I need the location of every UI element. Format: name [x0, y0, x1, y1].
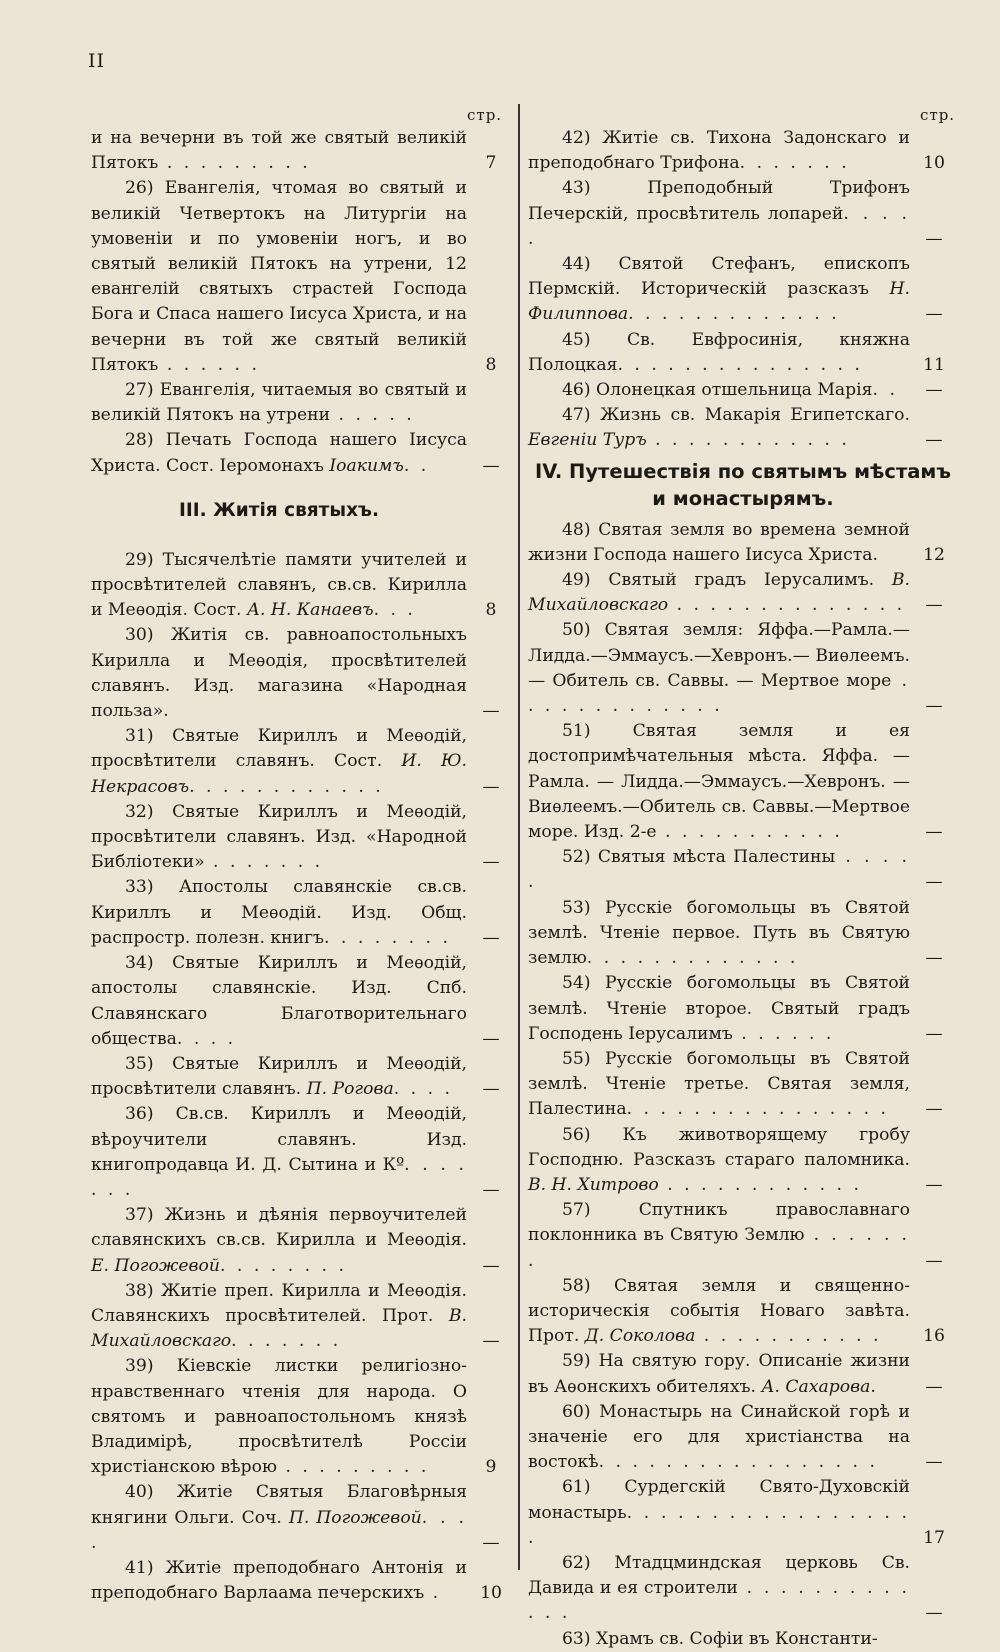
entry-page-number: 12: [923, 544, 945, 565]
entry-title: и на вечерни въ той же святый великій Пятокъ: [91, 128, 467, 174]
entry-title: 29) Тысячелѣтіе памяти учителей и просвѣтителей славянъ, св.св. Кирилла и Меѳодія. Сост.: [91, 549, 467, 621]
entry-page-number: 17: [923, 1527, 945, 1548]
index-entry: [91, 875, 515, 951]
index-entry: [528, 403, 958, 453]
entry-title: 47) Жизнь св. Макарія Египетскаго.: [562, 405, 910, 426]
entry-page-number: —: [925, 380, 943, 401]
entry-page-number: 10: [923, 153, 945, 174]
index-entry: [91, 1480, 515, 1556]
entry-author: Е. Погожевой: [91, 1255, 220, 1276]
entry-author: П. Погожевой: [288, 1507, 422, 1528]
entry-author: А. Н. Канаевъ: [246, 600, 374, 621]
dot-leader: .: [424, 1583, 442, 1604]
entry-page-number: —: [482, 1179, 500, 1200]
entry-page-number: —: [925, 228, 943, 249]
entry-title: 54) Русскіе богомольцы въ Святой землѣ. Чтеніе второе. Святый градъ Господень Іерусалимъ: [528, 973, 910, 1044]
entry-page-number: —: [925, 1452, 943, 1473]
entry-title: 53) Русскіе богомольцы въ Святой землѣ. Чтеніе первое. Путь въ Святую землю: [528, 897, 910, 969]
section-title: III. Житія святыхъ.: [179, 499, 379, 521]
entry-title: 51) Святая земля и ея достопримѣчательныя мѣста. Яффа. — Рамла. — Лидда.—Эммаусъ.—Хевронъ. — Виѳлеемъ.—Обитель св. Саввы.—Мертвое море. Изд. 2-е: [528, 721, 910, 843]
dot-leader: . . . . . . . . . . . . .: [528, 670, 910, 717]
entry-author: В. Н. Хитрово: [528, 1174, 659, 1195]
dot-leader: . . . . . . . . . . . . . . . .: [626, 1099, 889, 1120]
entry-title: 42) Житіе св. Тихона Задонскаго и преподобнаго Трифона: [528, 128, 910, 174]
entry-title: 31) Святые Кириллъ и Меѳодій, просвѣтители славянъ. Сост.: [91, 726, 467, 772]
entry-title: 63) Храмъ св. Софіи въ Константи-: [562, 1628, 878, 1649]
entry-page-number: 7: [485, 153, 497, 174]
entry-title: 56) Къ животворящему гробу Господню. Разсказъ стараго паломника.: [528, 1124, 910, 1170]
index-entry: [528, 896, 958, 972]
entry-title: 33) Апостолы славянскіе св.св. Кириллъ и Меѳодій. Изд. Общ. распростр. полезн. книгъ: [91, 877, 467, 948]
dot-leader: . . . . . . . . . . . . . . . . . .: [528, 1502, 910, 1548]
dot-leader: . . . . .: [528, 203, 910, 249]
entry-author: П. Рогова: [306, 1079, 394, 1100]
dot-leader: . . . . . . .: [528, 1225, 910, 1271]
index-entry: [528, 1627, 958, 1652]
entry-title: 50) Святая земля: Яффа.—Рамла.—Лидда.—Эммаусъ.—Хевронъ.— Виѳлеемъ. — Обитель св. Саввы. — Мертвое море: [528, 620, 910, 691]
entry-page-number: —: [925, 1603, 943, 1624]
index-entry: [528, 378, 958, 403]
entry-title: 41) Житіе преподобнаго Антонія и преподобнаго Варлаама печерскихъ: [91, 1557, 467, 1604]
left-entries-before: [91, 126, 515, 479]
right-column-body: [528, 126, 958, 1652]
dot-leader: .: [870, 1376, 879, 1397]
entry-title: 61) Сурдегскій Свято-Духовскій монастырь: [528, 1477, 910, 1523]
dot-leader: . . . . . . . . . . . . . . .: [617, 354, 863, 375]
dot-leader: . . . . . . . . . . .: [695, 1326, 882, 1347]
index-entry: [91, 1354, 515, 1480]
index-entry: [91, 548, 515, 624]
entry-page-number: —: [925, 1250, 943, 1271]
dot-leader: . . . . . .: [158, 354, 260, 375]
page-number: II: [88, 50, 106, 72]
entry-page-number: —: [925, 430, 943, 451]
entry-title: 39) Кіевскіе листки религіозно-нравственнаго чтенія для народа. О святомъ и равноапостольномъ князѣ Владимірѣ, просвѣтителѣ Россіи христіанскою вѣрою: [91, 1356, 467, 1478]
entry-author: И. Ю. Некрасовъ: [91, 751, 467, 797]
entry-title: 59) На святую гору. Описаніе жизни въ Аѳонскихъ обителяхъ.: [528, 1351, 910, 1397]
entry-page-number: —: [925, 872, 943, 893]
right-entries-after: [528, 518, 958, 1652]
index-entry: [528, 719, 958, 845]
entry-title: 26) Евангелія, чтомая во святый и великій Четвертокъ на Литургіи на умовеніи и по умовеніи ногъ, и во святый великій Пятокъ на утрени, 12 евангелій святыхъ страстей Господа Бога и Спаса нашего Іисуса Христа, и на вечерни въ той же святый великій Пятокъ: [91, 178, 467, 375]
index-entry: [91, 623, 515, 724]
entry-page-number: 11: [923, 354, 945, 375]
entry-page-number: —: [482, 455, 500, 476]
entry-page-number: —: [482, 776, 500, 797]
dot-leader: . . . . .: [528, 847, 910, 893]
entry-page-number: 8: [485, 600, 497, 621]
entry-author: В. Михайловскаго: [528, 570, 910, 616]
entry-page-number: 16: [923, 1326, 945, 1347]
index-entry: [528, 1198, 958, 1274]
index-entry: [528, 568, 958, 618]
entry-author: Евгеніи Туръ: [528, 430, 647, 451]
left-column-body: [91, 126, 515, 1606]
entry-page-number: —: [482, 1331, 500, 1352]
entry-page-number: —: [925, 595, 943, 616]
right-entries-before: [528, 126, 958, 454]
index-entry: [528, 971, 958, 1047]
entry-page-number: —: [925, 948, 943, 969]
dot-leader: . . . .: [91, 1507, 467, 1553]
dot-leader: . . . . . . . . . . . . .: [586, 948, 799, 969]
dot-leader: . . . . . . . . . . .: [656, 822, 843, 843]
index-entry: [91, 1102, 515, 1203]
entry-page-number: 10: [480, 1583, 502, 1604]
dot-leader: . . . . . . . . .: [158, 153, 311, 174]
entry-title: 45) Св. Евфросинія, княжна Полоцкая: [528, 329, 910, 375]
entry-page-number: —: [482, 1532, 500, 1553]
section-title: IV. Путешествія по святымъ мѣстамъ и монастырямъ.: [534, 459, 951, 510]
index-entry: [91, 1203, 515, 1279]
entry-page-number: —: [482, 927, 500, 948]
index-entry: [91, 1052, 515, 1102]
entry-title: 55) Русскіе богомольцы въ Святой землѣ. Чтеніе третье. Святая земля, Палестина: [528, 1048, 910, 1120]
dot-leader: . . . . . . .: [231, 1331, 342, 1352]
entry-page-number: —: [925, 1174, 943, 1195]
index-entry: [528, 126, 958, 176]
dot-leader: . . . . . . . . . . . . .: [628, 304, 840, 325]
entry-title: 32) Святые Кириллъ и Меѳодій, просвѣтители славянъ. Изд. «Народной Библіотеки»: [91, 801, 467, 873]
entry-page-number: —: [925, 696, 943, 717]
entry-page-number: —: [925, 1023, 943, 1044]
entry-title: 38) Житіе преп. Кирилла и Меѳодія. Славянскихъ просвѣтителей. Прот.: [91, 1280, 467, 1326]
dot-leader: . . . . . .: [732, 1023, 835, 1044]
index-entry: [91, 951, 515, 1052]
index-entry: [528, 1551, 958, 1627]
dot-leader: . . . . . . . . . . . .: [658, 1174, 862, 1195]
dot-leader: . . . . . . .: [739, 153, 850, 174]
left-entries-after: [91, 548, 515, 1607]
entry-title: 62) Мтадцминдская церковь Св. Давида и ея строители: [528, 1552, 910, 1599]
entry-page-number: —: [925, 822, 943, 843]
index-entry: [91, 1279, 515, 1355]
entry-page-number: —: [482, 852, 500, 873]
entry-page-number: —: [482, 1079, 500, 1100]
entry-title: 49) Святый градъ Іерусалимъ.: [562, 570, 892, 591]
entry-title: 60) Монастырь на Синайской горѣ и значеніе его для христіанства на востокѣ: [528, 1401, 910, 1473]
index-entry: [528, 1123, 958, 1199]
index-entry: [91, 724, 515, 800]
dot-leader: . . . . . . . . . . . .: [189, 776, 384, 797]
index-entry: [528, 252, 958, 328]
dot-leader: . . . . . . . . . . . .: [646, 430, 850, 451]
index-entry: [91, 428, 515, 478]
entry-title: 28) Печать Господа нашего Іисуса Христа. Сост. Іеромонахъ: [91, 430, 467, 476]
dot-leader: .: [163, 701, 172, 722]
entry-author: Д. Соколова: [584, 1326, 696, 1347]
index-entry: [91, 800, 515, 876]
entry-title: 37) Жизнь и дѣянія первоучителей славянскихъ св.св. Кирилла и Меѳодія.: [91, 1205, 467, 1251]
index-entry: [528, 845, 958, 895]
index-entry: [528, 328, 958, 378]
dot-leader: . . . . . . .: [91, 1154, 467, 1200]
index-entry: [528, 1349, 958, 1399]
entry-title: 58) Святая земля и священно-историческія событія Новаго завѣта. Прот.: [528, 1275, 910, 1347]
dot-leader: . . . .: [176, 1028, 237, 1049]
dot-leader: . . . . .: [330, 405, 415, 426]
entry-page-number: —: [925, 304, 943, 325]
dot-leader: . . . .: [393, 1079, 453, 1100]
entry-author: В. Михайловскаго: [91, 1305, 467, 1352]
dot-leader: . . . . . . . . . . . . .: [528, 1578, 910, 1624]
page-column-label: стр.: [920, 106, 956, 124]
index-entry: [91, 176, 515, 378]
entry-title: 44) Святой Стефанъ, епископъ Пермскій. Историческій разсказъ: [528, 254, 910, 300]
entry-title: 40) Житіе Святыя Благовѣрныя княгини Ольги. Соч.: [91, 1482, 467, 1528]
entry-title: 36) Св.св. Кириллъ и Меѳодій, вѣроучители славянъ. Изд. книгопродавца И. Д. Сытина и Кº: [91, 1104, 467, 1175]
entry-author: А. Сахарова: [761, 1376, 871, 1397]
dot-leader: . .: [403, 455, 430, 476]
entry-page-number: —: [482, 1255, 500, 1276]
entry-author: Н. Филиппова: [528, 279, 910, 325]
entry-title: 35) Святые Кириллъ и Меѳодій, просвѣтители славянъ.: [91, 1053, 467, 1100]
dot-leader: . . . . . . . . . . . . . . . . .: [598, 1452, 878, 1473]
entry-title: 30) Житія св. равноапостольныхъ Кирилла и Меѳодія, просвѣтителей славянъ. Изд. магазина «Народная польза»: [91, 625, 467, 722]
dot-leader: . . . . . . .: [204, 852, 324, 873]
entry-title: 43) Преподобный Трифонъ Печерскій, просвѣтитель лопарей: [528, 178, 910, 224]
index-entry: [528, 1400, 958, 1476]
index-entry: [528, 518, 958, 568]
entry-title: 52) Святыя мѣста Палестины: [562, 847, 836, 868]
dot-leader: . .: [872, 380, 898, 401]
index-entry: [528, 1047, 958, 1123]
dot-leader: . . . . . . . .: [324, 927, 451, 948]
dot-leader: . . .: [373, 600, 416, 621]
index-entry: [91, 1556, 515, 1606]
index-entry: [91, 378, 515, 428]
dot-leader: . . . . . . . . .: [276, 1457, 430, 1478]
entry-page-number: —: [925, 1099, 943, 1120]
entry-title: 34) Святые Кириллъ и Меѳодій, апостолы славянскіе. Изд. Спб. Славянскаго Благотворительнаго общества: [91, 953, 467, 1049]
entry-page-number: —: [482, 1028, 500, 1049]
column-divider: [518, 104, 520, 1570]
dot-leader: . . . . . . . . . . . . . .: [668, 595, 906, 616]
entry-title: 27) Евангелія, читаемыя во святый и великій Пятокъ на утрени: [91, 380, 467, 426]
entry-title: 48) Святая земля во времена земной жизни Господа нашего Іисуса Христа.: [528, 519, 910, 565]
entry-page-number: —: [482, 701, 500, 722]
index-entry: [91, 126, 515, 176]
index-entry: [528, 618, 958, 719]
page-column-label: стр.: [467, 106, 503, 124]
dot-leader: . . . . . . . .: [219, 1255, 347, 1276]
index-entry: [528, 176, 958, 252]
index-entry: [528, 1274, 958, 1350]
entry-page-number: 9: [485, 1457, 497, 1478]
entry-title: 57) Спутникъ православнаго поклонника въ Святую Землю: [528, 1200, 910, 1246]
index-entry: [528, 1475, 958, 1551]
entry-page-number: —: [925, 1376, 943, 1397]
entry-page-number: 8: [485, 354, 497, 375]
entry-title: 46) Олонецкая отшельница Марія: [562, 380, 873, 401]
entry-author: Іоакимъ: [329, 455, 404, 476]
